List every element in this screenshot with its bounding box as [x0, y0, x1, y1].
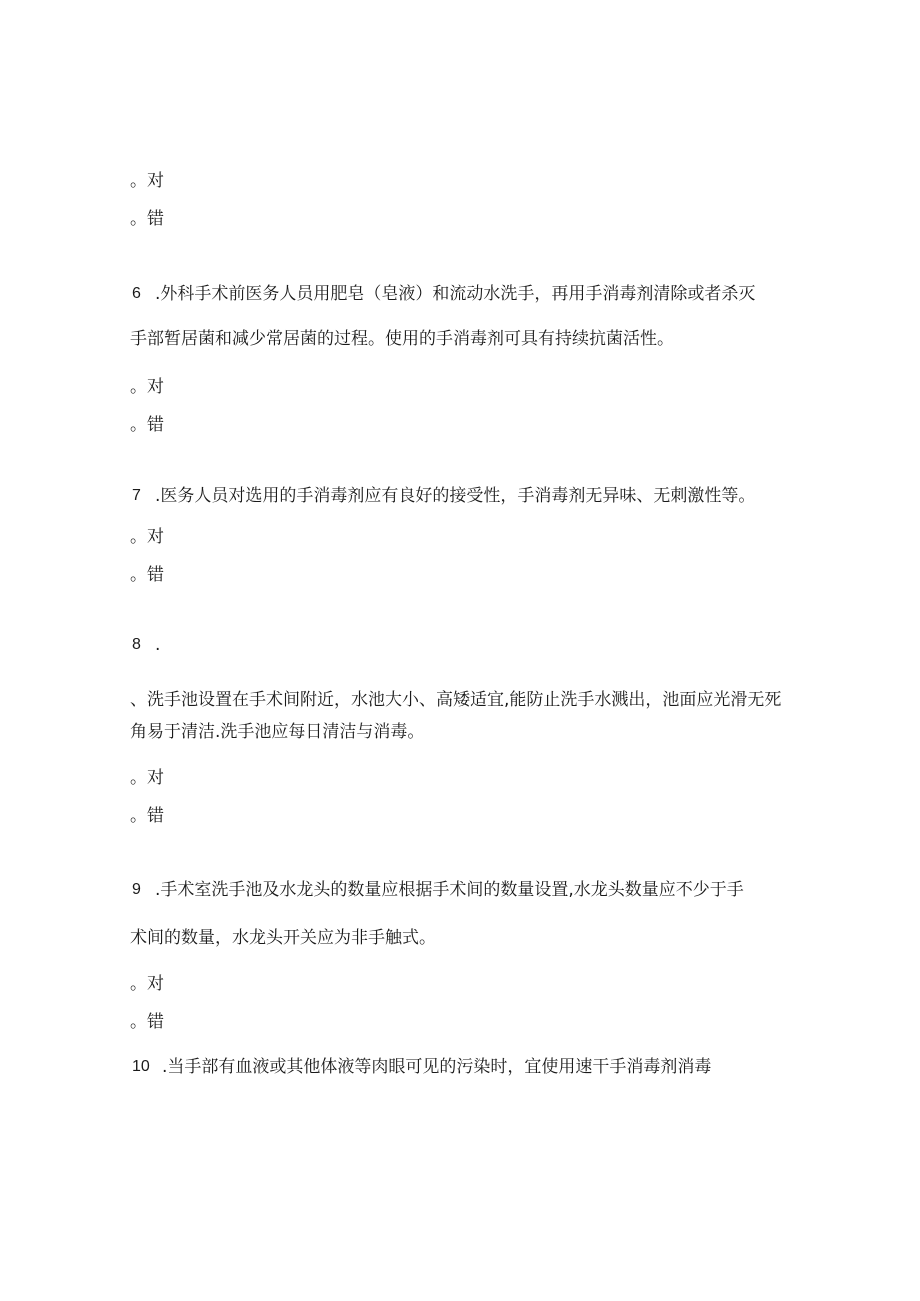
option-false: 。错 — [130, 565, 164, 585]
option-false: 。错 — [130, 806, 164, 826]
question-text: . — [155, 635, 161, 655]
option-false: 。错 — [130, 1012, 164, 1032]
question-text: 、洗手池设置在手术间附近，水池大小、高矮适宜,能防止洗手水溅出，池面应光滑无死 — [130, 690, 782, 710]
question-text: .手术室洗手池及水龙头的数量应根据手术间的数量设置,水龙头数量应不少于手 — [155, 880, 744, 900]
question-text: 角易于清洁.洗手池应每日清洁与消毒。 — [130, 722, 425, 742]
option-true: 。对 — [130, 768, 164, 788]
option-false: 。错 — [130, 415, 164, 435]
option-true: 。对 — [130, 377, 164, 397]
question-number: 10 — [132, 1058, 150, 1075]
option-true: 。对 — [130, 171, 164, 191]
question-text: .外科手术前医务人员用肥皂（皂液）和流动水洗手，再用手消毒剂清除或者杀灭 — [155, 284, 756, 304]
question-number: 6 — [132, 285, 141, 302]
question-number: 9 — [132, 881, 141, 898]
question-text: .当手部有血液或其他体液等肉眼可见的污染时，宜使用速干手消毒剂消毒 — [162, 1057, 712, 1077]
question-text: 术间的数量，水龙头开关应为非手触式。 — [130, 928, 436, 948]
question-text: .医务人员对选用的手消毒剂应有良好的接受性，手消毒剂无异味、无刺激性等。 — [155, 486, 756, 506]
question-number: 7 — [132, 487, 141, 504]
question-number: 8 — [132, 636, 141, 653]
question-text: 手部暂居菌和减少常居菌的过程。使用的手消毒剂可具有持续抗菌活性。 — [130, 329, 674, 349]
option-true: 。对 — [130, 527, 164, 547]
option-true: 。对 — [130, 974, 164, 994]
option-false: 。错 — [130, 209, 164, 229]
